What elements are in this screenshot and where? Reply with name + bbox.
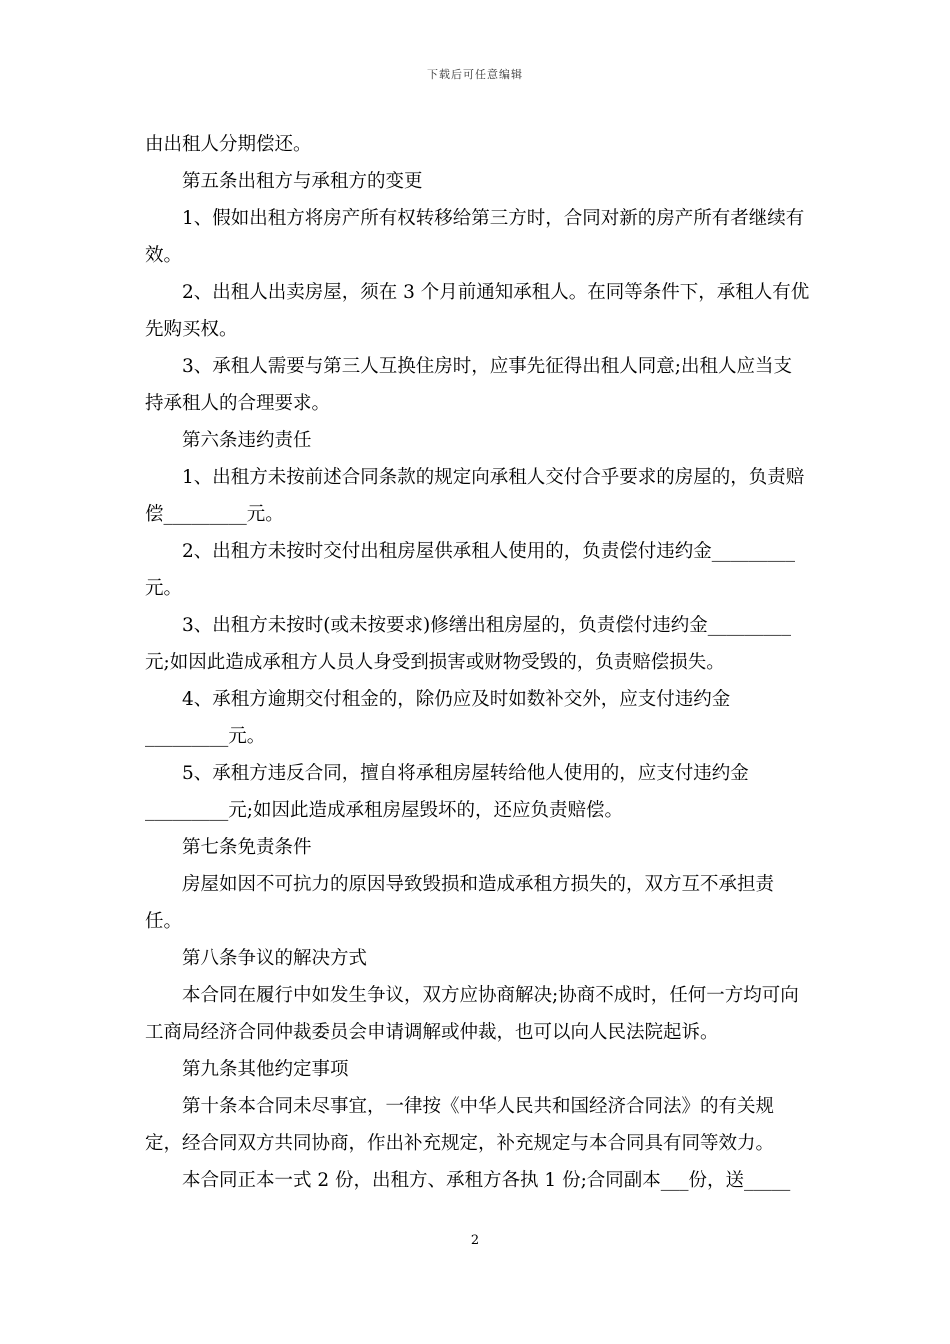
paragraph: 本合同正本一式 2 份，出租方、承租方各执 1 份;合同副本___份，送_____ bbox=[182, 1170, 791, 1191]
paragraph: 2、出租人出卖房屋，须在 3 个月前通知承租人。在同等条件下，承租人有优先购买权。 bbox=[145, 282, 810, 340]
paragraph: 2、出租方未按时交付出租房屋供承租人使用的，负责偿付违约金_________元。 bbox=[145, 541, 796, 599]
paragraph: 第十条本合同未尽事宜，一律按《中华人民共和国经济合同法》的有关规定，经合同双方共同协商，作出补充规定，补充规定与本合同具有同等效力。 bbox=[145, 1096, 775, 1154]
paragraph: 3、出租方未按时(或未按要求)修缮出租房屋的，负责偿付违约金_________元;如因此造成承租方人员人身受到损害或财物受毁的，负责赔偿损失。 bbox=[145, 615, 791, 673]
article-heading: 第九条其他约定事项 bbox=[182, 1059, 349, 1080]
article-heading: 第七条免责条件 bbox=[182, 837, 312, 858]
paragraph: 1、出租方未按前述合同条款的规定向承租人交付合乎要求的房屋的，负责赔偿_________元。 bbox=[145, 467, 805, 525]
article-heading: 第五条出租方与承租方的变更 bbox=[182, 171, 423, 192]
page-number: 2 bbox=[470, 1233, 480, 1248]
document-body bbox=[145, 126, 810, 1199]
paragraph: 由出租人分期偿还。 bbox=[145, 134, 312, 155]
paragraph: 4、承租方逾期交付租金的，除仍应及时如数补交外，应支付违约金_________元。 bbox=[145, 689, 731, 747]
article-heading: 第六条违约责任 bbox=[182, 430, 312, 451]
paragraph: 3、承租人需要与第三人互换住房时，应事先征得出租人同意;出租人应当支持承租人的合理要求。 bbox=[145, 356, 793, 414]
paragraph: 本合同在履行中如发生争议，双方应协商解决;协商不成时，任何一方均可向工商局经济合同仲裁委员会申请调解或仲裁，也可以向人民法院起诉。 bbox=[145, 985, 799, 1043]
paragraph: 1、假如出租方将房产所有权转移给第三方时，合同对新的房产所有者继续有效。 bbox=[145, 208, 805, 266]
article-heading: 第八条争议的解决方式 bbox=[182, 948, 368, 969]
paragraph: 5、承租方违反合同，擅自将承租房屋转给他人使用的，应支付违约金_________元;如因此造成承租房屋毁坏的，还应负责赔偿。 bbox=[145, 763, 749, 821]
paragraph: 房屋如因不可抗力的原因导致毁损和造成承租方损失的，双方互不承担责任。 bbox=[145, 874, 775, 932]
page-header: 下载后可任意编辑 bbox=[427, 68, 523, 81]
